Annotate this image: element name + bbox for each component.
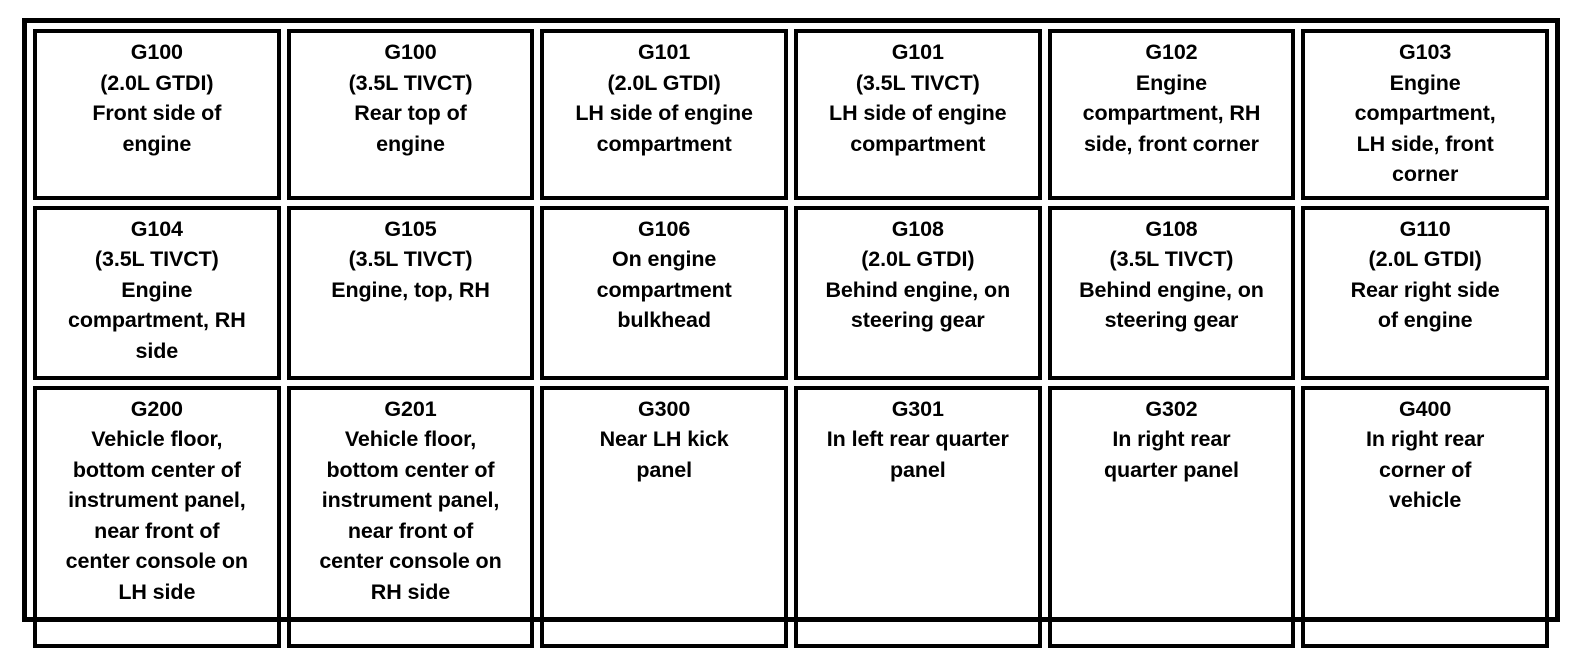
cell-line: G105	[384, 216, 437, 241]
table-cell-g108-tivct	[1048, 206, 1296, 380]
cell-lines	[293, 37, 529, 159]
table-cell-g101-gtdi	[540, 29, 788, 200]
cell-line: Engine	[121, 277, 193, 302]
cell-lines	[39, 37, 275, 159]
cell-line: RH side	[370, 579, 451, 604]
cell-line: side, front corner	[1083, 131, 1259, 156]
table-cell-g100-gtdi	[33, 29, 281, 200]
cell-line: Vehicle floor,	[344, 427, 477, 452]
cell-line: G103	[1399, 40, 1452, 64]
cell-line: corner of	[1379, 457, 1472, 482]
table-row	[33, 206, 1549, 380]
cell-line: vehicle	[1389, 488, 1462, 513]
cell-line: In right rear	[1112, 427, 1231, 452]
cell-line: near front of	[94, 518, 220, 543]
cell-line: Engine	[1135, 70, 1207, 95]
cell-line: G108	[891, 216, 944, 241]
cell-lines	[1054, 214, 1290, 336]
cell-line: G302	[1145, 396, 1198, 421]
cell-line: G101	[891, 40, 944, 64]
cell-lines	[293, 214, 529, 306]
table-cell-g201	[287, 386, 535, 648]
cell-line: Engine, top, RH	[331, 277, 490, 302]
cell-line: engine	[122, 131, 192, 156]
cell-line: G102	[1145, 40, 1198, 64]
cell-line: LH side of engine	[829, 101, 1007, 126]
cell-line: In right rear	[1366, 427, 1485, 452]
cell-lines	[39, 214, 275, 367]
ground-point-table	[27, 23, 1555, 654]
table-cell-g106	[540, 206, 788, 380]
cell-line: (3.5L TIVCT)	[348, 70, 473, 95]
cell-lines	[546, 394, 782, 486]
cell-line: panel	[889, 457, 946, 482]
table-row	[33, 386, 1549, 648]
cell-line: compartment, RH	[1082, 101, 1261, 126]
cell-line: corner	[1391, 162, 1459, 187]
cell-line: G400	[1399, 396, 1452, 421]
cell-lines	[1307, 394, 1543, 516]
cell-lines	[1054, 37, 1290, 159]
cell-line: center console on	[319, 549, 502, 574]
cell-line: G110	[1399, 216, 1451, 241]
cell-line: compartment	[596, 131, 732, 156]
cell-line: (3.5L TIVCT)	[348, 247, 473, 272]
table-cell-g110	[1301, 206, 1549, 380]
cell-line: instrument panel,	[68, 488, 246, 513]
table-cell-g103	[1301, 29, 1549, 200]
table-cell-g101-tivct	[794, 29, 1042, 200]
cell-line: Rear right side	[1350, 277, 1500, 302]
cell-lines	[1307, 37, 1543, 190]
table-cell-g301	[794, 386, 1042, 648]
cell-line: (3.5L TIVCT)	[1109, 247, 1234, 272]
cell-line: compartment	[850, 131, 986, 156]
cell-line: (2.0L GTDI)	[861, 247, 975, 272]
cell-line: engine	[376, 131, 445, 156]
cell-line: compartment,	[1354, 101, 1496, 126]
cell-line: (2.0L GTDI)	[100, 70, 214, 95]
cell-line: G100	[384, 40, 437, 64]
cell-lines	[800, 394, 1036, 486]
table-cell-g300	[540, 386, 788, 648]
cell-line: quarter panel	[1104, 457, 1239, 482]
cell-lines	[800, 37, 1036, 159]
cell-line: Near LH kick	[599, 427, 729, 452]
cell-lines	[1054, 394, 1290, 486]
cell-line: steering gear	[1104, 308, 1239, 333]
cell-line: G200	[130, 396, 183, 421]
cell-line: bottom center of	[326, 457, 495, 482]
cell-lines	[1307, 214, 1543, 336]
table-cell-g105	[287, 206, 535, 380]
table-cell-g400	[1301, 386, 1549, 648]
table-cell-g100-tivct	[287, 29, 535, 200]
cell-line: LH side of engine	[575, 101, 753, 126]
cell-line: Front side of	[92, 101, 222, 126]
cell-line: of engine	[1377, 308, 1473, 333]
cell-line: G106	[638, 216, 691, 241]
cell-lines	[800, 214, 1036, 336]
cell-line: bulkhead	[617, 308, 711, 333]
cell-line: Vehicle floor,	[91, 427, 223, 452]
table-cell-g104	[33, 206, 281, 380]
table-cell-g302	[1048, 386, 1296, 648]
cell-line: On engine	[612, 247, 717, 272]
cell-line: G101	[638, 40, 691, 64]
table-cell-g108-gtdi	[794, 206, 1042, 380]
cell-line: Rear top of	[354, 101, 467, 126]
cell-line: (2.0L GTDI)	[607, 70, 721, 95]
cell-line: G201	[384, 396, 437, 421]
table-cell-g102	[1048, 29, 1296, 200]
cell-line: In left rear quarter	[826, 427, 1009, 452]
cell-line: bottom center of	[72, 457, 241, 482]
cell-lines	[39, 394, 275, 608]
cell-line: (3.5L TIVCT)	[94, 247, 219, 272]
cell-line: center console on	[65, 549, 248, 574]
cell-line: LH side	[118, 579, 196, 604]
cell-line: (3.5L TIVCT)	[855, 70, 980, 95]
cell-line: near front of	[347, 518, 474, 543]
cell-line: Engine	[1389, 70, 1461, 95]
cell-line: G100	[130, 40, 183, 64]
cell-line: panel	[636, 457, 692, 482]
cell-line: G300	[638, 396, 691, 421]
cell-line: compartment	[596, 277, 732, 302]
cell-line: (2.0L GTDI)	[1368, 247, 1482, 272]
cell-line: G301	[891, 396, 944, 421]
cell-line: Behind engine, on	[1079, 277, 1264, 302]
cell-line: side	[135, 338, 179, 363]
cell-line: compartment, RH	[67, 308, 246, 333]
cell-line: G108	[1145, 216, 1198, 241]
cell-line: instrument panel,	[321, 488, 500, 513]
cell-line: steering gear	[850, 308, 985, 333]
table-row	[33, 29, 1549, 200]
cell-line: G104	[130, 216, 183, 241]
cell-lines	[293, 394, 529, 608]
table-cell-g200	[33, 386, 281, 648]
cell-lines	[546, 214, 782, 336]
ground-point-table-container	[22, 18, 1560, 622]
cell-line: Behind engine, on	[825, 277, 1011, 302]
cell-lines	[546, 37, 782, 159]
cell-line: LH side, front	[1356, 131, 1494, 156]
